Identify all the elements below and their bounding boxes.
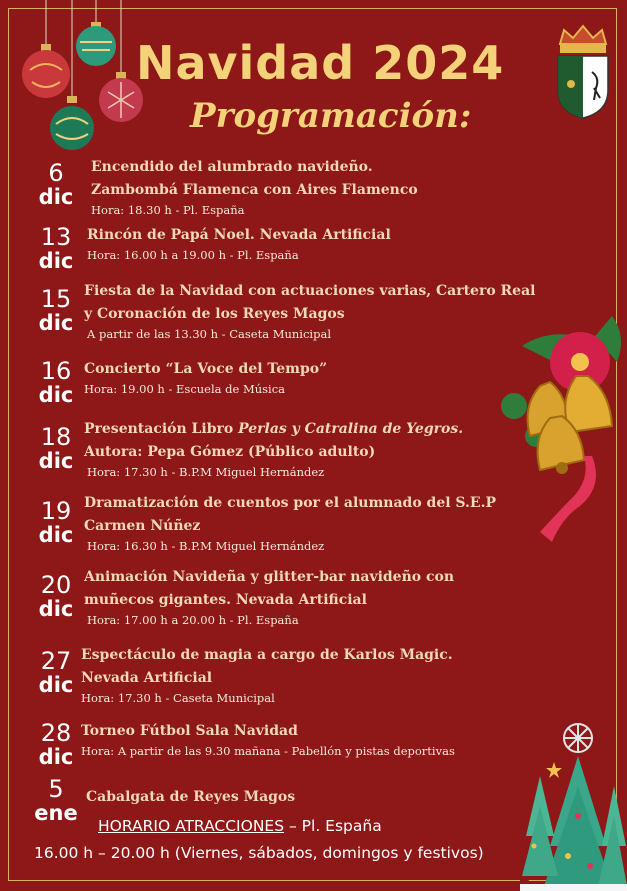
event-title: Presentación Libro bbox=[84, 421, 239, 437]
event-info: Hora: 17.30 h - B.P.M Miguel Hernández bbox=[87, 465, 325, 479]
attractions-place: – Pl. España bbox=[284, 817, 382, 835]
event-title: Torneo Fútbol Sala Navidad bbox=[81, 723, 298, 739]
event-day: 15 bbox=[40, 285, 72, 313]
event-day: 27 bbox=[40, 647, 72, 675]
event-month: dic bbox=[38, 597, 74, 621]
event-title: muñecos gigantes. Nevada Artificial bbox=[84, 592, 367, 608]
page-subtitle: Programación: bbox=[190, 96, 472, 136]
event-info: Hora: 16.00 h a 19.00 h - Pl. España bbox=[87, 248, 299, 262]
event-title: y Coronación de los Reyes Magos bbox=[84, 306, 345, 322]
event-month: dic bbox=[38, 311, 74, 335]
event-info: Hora: 16.30 h - B.P.M Miguel Hernández bbox=[87, 539, 325, 553]
attractions-schedule: 16.00 h – 20.00 h (Viernes, sábados, domingos y festivos) bbox=[34, 844, 484, 862]
event-day: 5 bbox=[48, 775, 64, 803]
event-book-title: Perlas y Catralina de Yegros. bbox=[238, 421, 464, 437]
event-day: 6 bbox=[48, 159, 64, 187]
page-title: Navidad 2024 bbox=[136, 36, 505, 90]
event-title: Cabalgata de Reyes Magos bbox=[86, 789, 296, 805]
event-month: dic bbox=[38, 249, 74, 273]
event-title: Autora: Pepa Gómez (Público adulto) bbox=[84, 444, 376, 460]
event-month: ene bbox=[34, 801, 78, 825]
event-day: 18 bbox=[40, 423, 72, 451]
event-info: Hora: A partir de las 9.30 mañana - Pabellón y pistas deportivas bbox=[81, 744, 455, 758]
event-title: Encendido del alumbrado navideño. bbox=[91, 159, 373, 175]
event-info: A partir de las 13.30 h - Caseta Municipal bbox=[87, 327, 331, 341]
event-month: dic bbox=[38, 449, 74, 473]
event-month: dic bbox=[38, 745, 74, 769]
event-title: Zambombá Flamenca con Aires Flamenco bbox=[91, 182, 418, 198]
event-day: 28 bbox=[40, 719, 72, 747]
event-day: 16 bbox=[40, 357, 72, 385]
event-day: 20 bbox=[40, 571, 72, 599]
event-title: Rincón de Papá Noel. Nevada Artificial bbox=[87, 227, 391, 243]
event-title: Carmen Núñez bbox=[84, 518, 201, 534]
event-title: Nevada Artificial bbox=[81, 670, 213, 686]
attractions-title: HORARIO ATRACCIONES bbox=[98, 817, 285, 835]
event-title: Dramatización de cuentos por el alumnado del S.E.P bbox=[84, 495, 496, 511]
event-month: dic bbox=[38, 673, 74, 697]
event-title: Fiesta de la Navidad con actuaciones varias, Cartero Real bbox=[84, 283, 536, 299]
event-title: Espectáculo de magia a cargo de Karlos Magic. bbox=[81, 647, 453, 663]
event-title: Concierto “La Voce del Tempo” bbox=[84, 361, 328, 377]
event-month: dic bbox=[38, 383, 74, 407]
ornaments-icon bbox=[8, 0, 148, 160]
event-month: dic bbox=[38, 523, 74, 547]
event-info: Hora: 17.00 h a 20.00 h - Pl. España bbox=[87, 613, 299, 627]
event-month: dic bbox=[38, 185, 74, 209]
event-title: Animación Navideña y glitter-bar navideño con bbox=[84, 569, 455, 585]
christmas-trees-icon bbox=[520, 716, 627, 891]
event-info: Hora: 18.30 h - Pl. España bbox=[91, 203, 245, 217]
attractions-heading bbox=[98, 817, 382, 835]
coat-of-arms-icon bbox=[554, 24, 612, 120]
event-day: 19 bbox=[40, 497, 72, 525]
event-day: 13 bbox=[40, 223, 72, 251]
event-info: Hora: 17.30 h - Caseta Municipal bbox=[81, 691, 275, 705]
event-info: Hora: 19.00 h - Escuela de Música bbox=[84, 382, 286, 396]
